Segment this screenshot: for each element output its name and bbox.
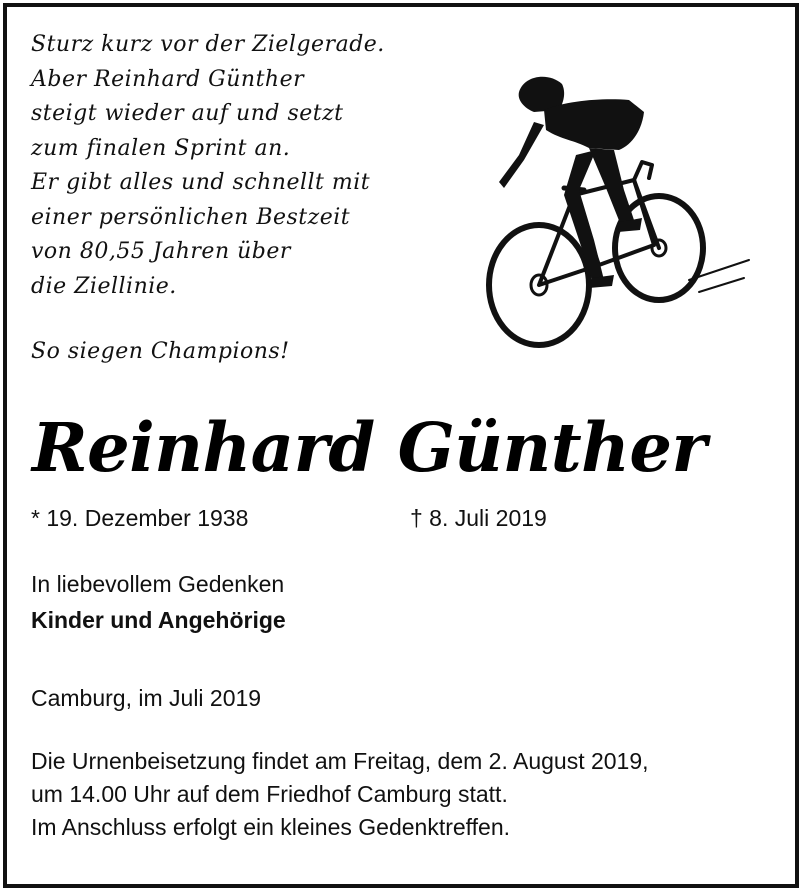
poem-motto: So siegen Champions! [31,339,290,364]
birth-date: * 19. Dezember 1938 [31,505,249,531]
poem-line: einer persönlichen Bestzeit [31,204,351,230]
cyclist-icon [484,70,756,350]
poem-line: Er gibt alles und schnellt mit [31,170,371,195]
burial-line: um 14.00 Uhr auf dem Friedhof Camburg statt. [31,781,508,807]
mourners-names: Kinder und Angehörige [31,607,286,633]
death-date: † 8. Juli 2019 [410,505,547,531]
deceased-name: Reinhard Günther [32,408,707,487]
burial-line: Die Urnenbeisetzung findet am Freitag, dem 2. August 2019, [31,748,649,774]
poem-line: steigt wieder auf und setzt [31,101,344,126]
burial-notice [31,745,781,844]
poem-line: Sturz kurz vor der Zielgerade. [31,32,385,57]
place-date: Camburg, im Juli 2019 [31,685,262,711]
poem-line: die Ziellinie. [31,273,177,299]
poem-line: von 80,55 Jahren über [31,239,291,264]
poem-line: zum finalen Sprint an. [31,135,291,161]
poem [31,28,471,304]
mourners-intro: In liebevollem Gedenken [31,571,285,597]
poem-line: Aber Reinhard Günther [31,66,305,92]
burial-line: Im Anschluss erfolgt ein kleines Gedenktreffen. [31,814,511,840]
